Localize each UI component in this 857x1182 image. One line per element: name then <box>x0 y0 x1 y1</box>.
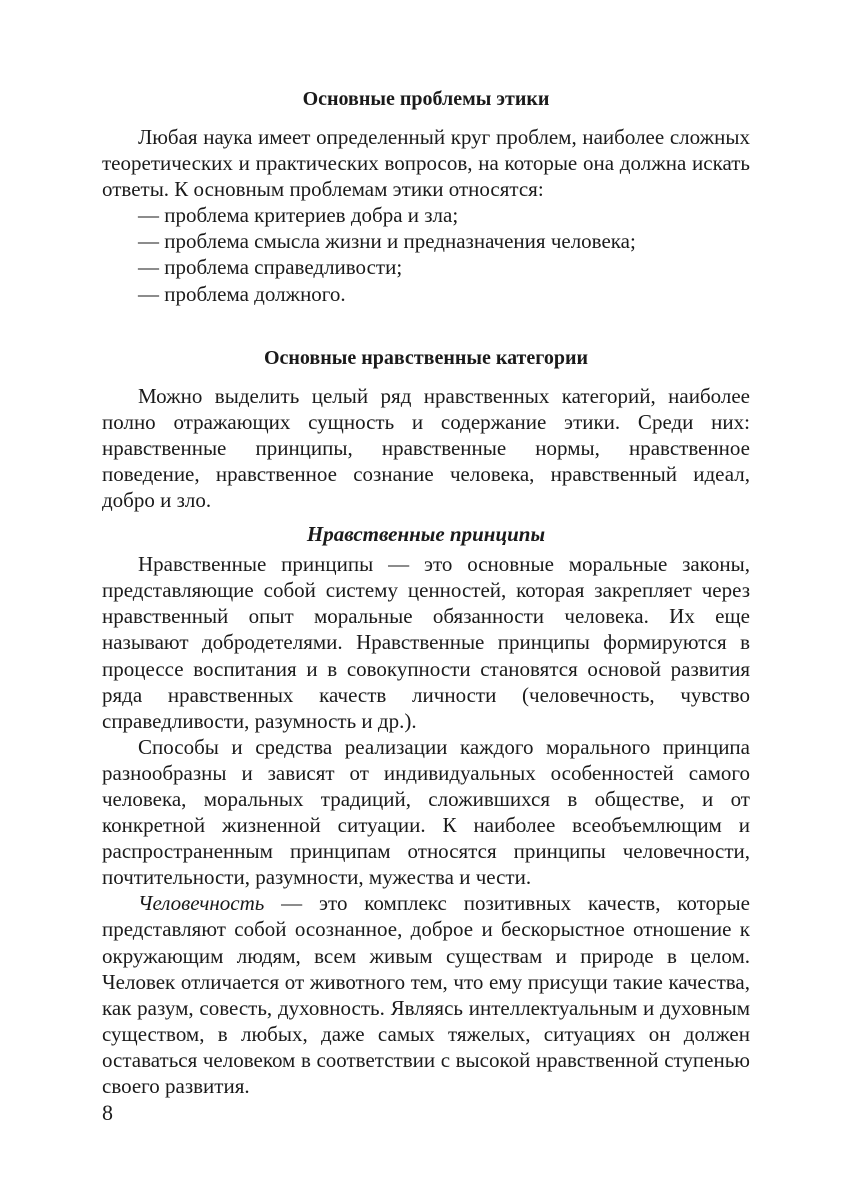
list-item: — проблема критериев добра и зла; <box>138 203 459 228</box>
section-title-categories: Основные нравственные категории <box>263 346 589 369</box>
principles-paragraph-1: Нравственные принципы — это основные моральные законы, представляющие собой систему ценностей, которая закрепляет через нравственный опыт моральные обязанности человека. Их еще называют добродетелями. Нравственные принципы формируются в процессе воспитания и в совокупности становятся основой развития ряда нравственных качеств личности (человечность, чувство справедливости, разумность и др.). <box>102 552 750 733</box>
list-item: — проблема справедливости; <box>138 255 403 280</box>
problems-list <box>102 202 750 306</box>
categories-intro-paragraph: Можно выделить целый ряд нравственных категорий, наиболее полно отражающих сущность и содержание этики. Среди них: нравственные принципы, нравственные нормы, нравственное поведение, нравственное сознание человека, нравственный идеал, добро и зло. <box>102 383 750 513</box>
problems-intro-paragraph: Любая наука имеет определенный круг проблем, наиболее сложных теоретических и практических вопросов, на которые она должна искать ответы. К основным проблемам этики относятся: <box>102 125 750 202</box>
humanity-definition: — это комплекс позитивных качеств, которые представляют собой осознанное, доброе и бескорыстное отношение к окружающим людям, всем живым существам и природе в целом. Человек отличается от животного тем, что ему присущи такие качества, как разум, совесть, духовность. Являясь интеллектуальным и духовным существом, в любых, даже самых тяжелых, ситуациях он должен оставаться человеком в соответствии с высокой нравственной ступенью своего развития. <box>102 891 750 1098</box>
list-item: — проблема смысла жизни и предназначения человека; <box>138 229 636 254</box>
list-item: — проблема должного. <box>138 281 346 306</box>
page-number: 8 <box>102 1100 113 1125</box>
subsection-title-principles: Нравственные принципы <box>306 522 546 547</box>
section-title-problems: Основные проблемы этики <box>302 88 550 110</box>
principles-paragraph-2: Способы и средства реализации каждого морального принципа разнообразны и зависят от индивидуальных особенностей самого человека, моральных традиций, сложившихся в обществе, и от конкретной жизненной ситуации. К наиболее всеобъемлющим и распространенным принципам относятся принципы человечности, почтительности, разумности, мужества и чести. <box>102 734 750 890</box>
humanity-term: Человечность <box>138 891 265 916</box>
humanity-paragraph <box>102 890 750 1099</box>
page-content <box>102 86 750 1099</box>
